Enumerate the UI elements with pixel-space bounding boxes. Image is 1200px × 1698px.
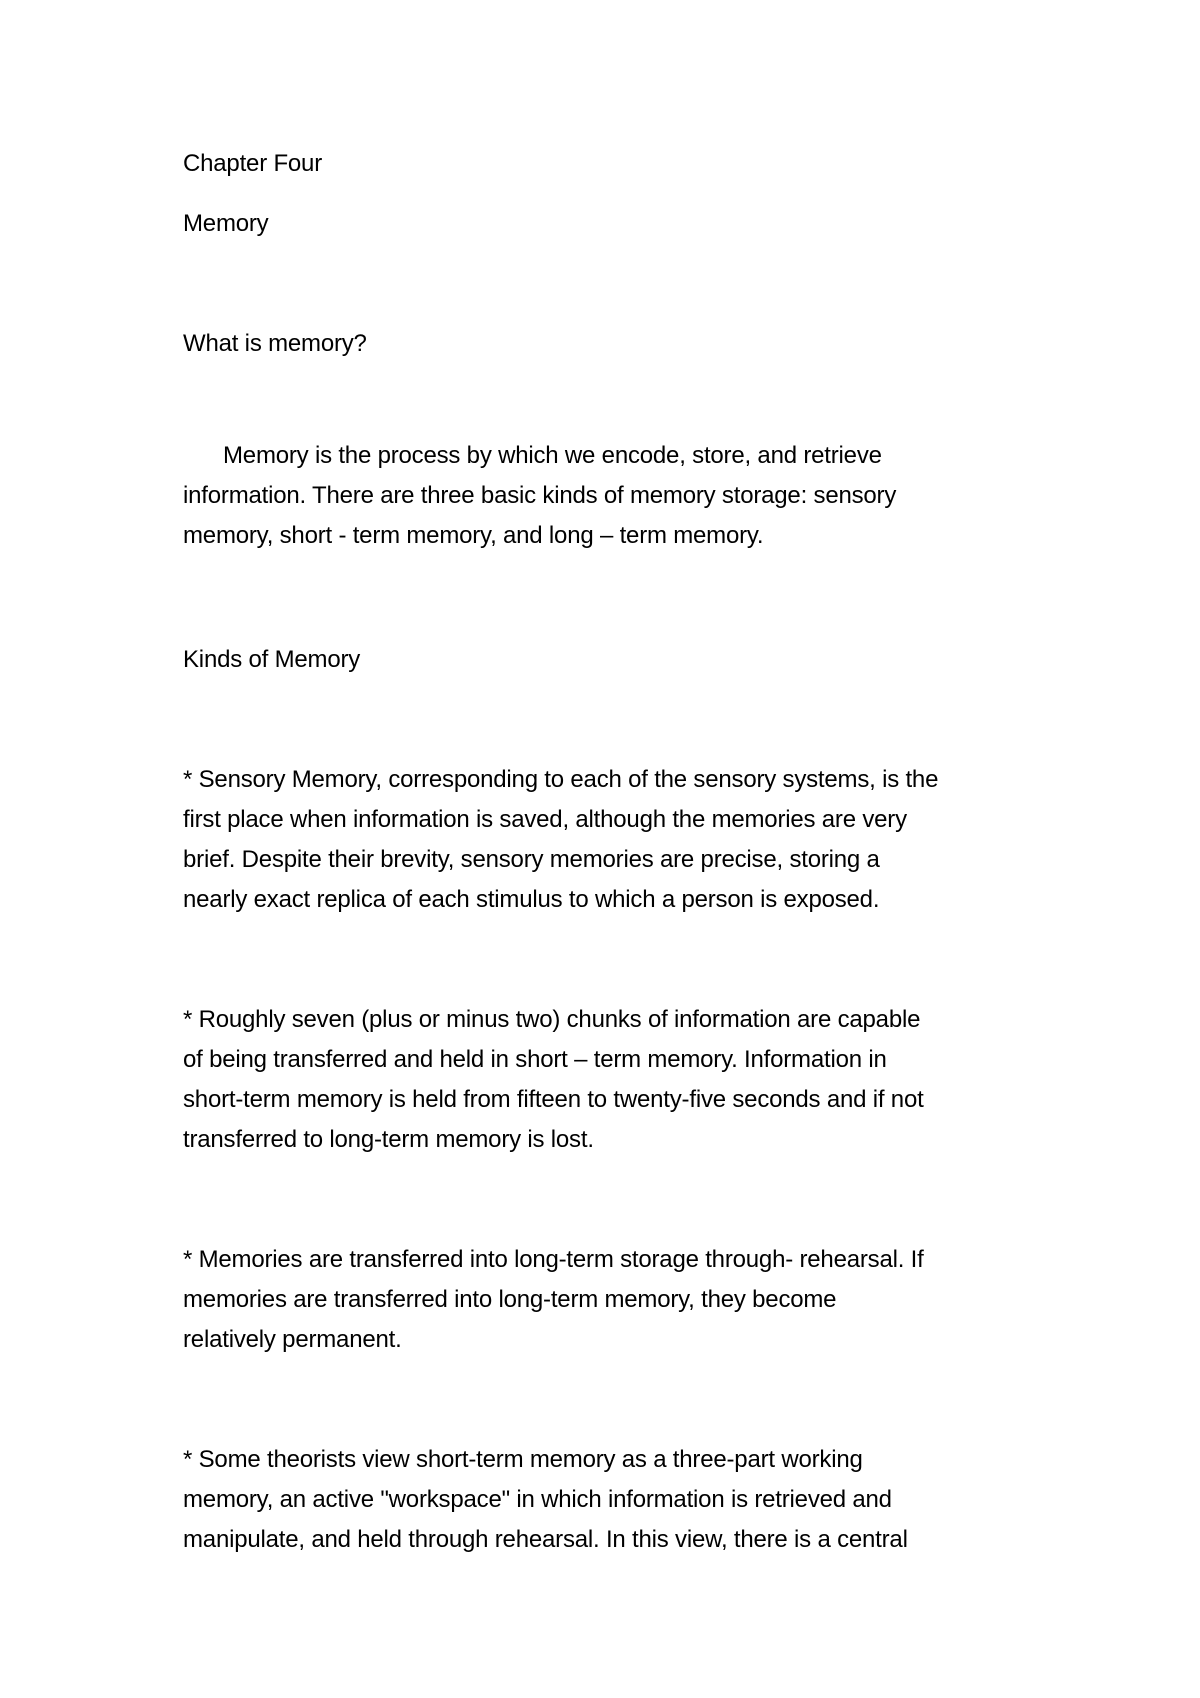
paragraph-line: memory, short - term memory, and long – term memory.	[183, 522, 764, 549]
paragraph-line: transferred to long-term memory is lost.	[183, 1126, 594, 1153]
paragraph-line: information. There are three basic kinds of memory storage: sensory	[183, 482, 897, 509]
bullet-paragraph	[183, 1440, 1043, 1560]
paragraph-line: nearly exact replica of each stimulus to which a person is exposed.	[183, 886, 880, 913]
paragraph-line: * Roughly seven (plus or minus two) chunks of information are capable	[183, 1006, 921, 1033]
paragraph-line: brief. Despite their brevity, sensory memories are precise, storing a	[183, 846, 880, 873]
paragraph-line: of being transferred and held in short – term memory. Information in	[183, 1046, 887, 1073]
paragraph-line: memories are transferred into long-term memory, they become	[183, 1286, 837, 1313]
chapter-title: Chapter Four	[183, 150, 322, 177]
paragraph-line: short-term memory is held from fifteen to twenty-five seconds and if not	[183, 1086, 924, 1113]
paragraph-line: manipulate, and held through rehearsal. In this view, there is a central	[183, 1526, 908, 1553]
paragraph-line: Memory is the process by which we encode, store, and retrieve	[223, 442, 882, 469]
intro-paragraph	[183, 436, 1043, 556]
chapter-topic: Memory	[183, 210, 269, 237]
paragraph-line: * Sensory Memory, corresponding to each of the sensory systems, is the	[183, 766, 939, 793]
paragraph-line: relatively permanent.	[183, 1326, 402, 1353]
paragraph-line: * Some theorists view short-term memory as a three-part working	[183, 1446, 863, 1473]
paragraph-line: * Memories are transferred into long-term storage through- rehearsal. If	[183, 1246, 924, 1273]
question-heading: What is memory?	[183, 330, 367, 357]
paragraph-line: first place when information is saved, although the memories are very	[183, 806, 907, 833]
paragraph-line: memory, an active "workspace" in which information is retrieved and	[183, 1486, 892, 1513]
bullet-paragraph	[183, 760, 1043, 920]
bullet-paragraph	[183, 1000, 1043, 1160]
bullet-paragraph	[183, 1240, 1043, 1360]
section-heading: Kinds of Memory	[183, 646, 361, 673]
